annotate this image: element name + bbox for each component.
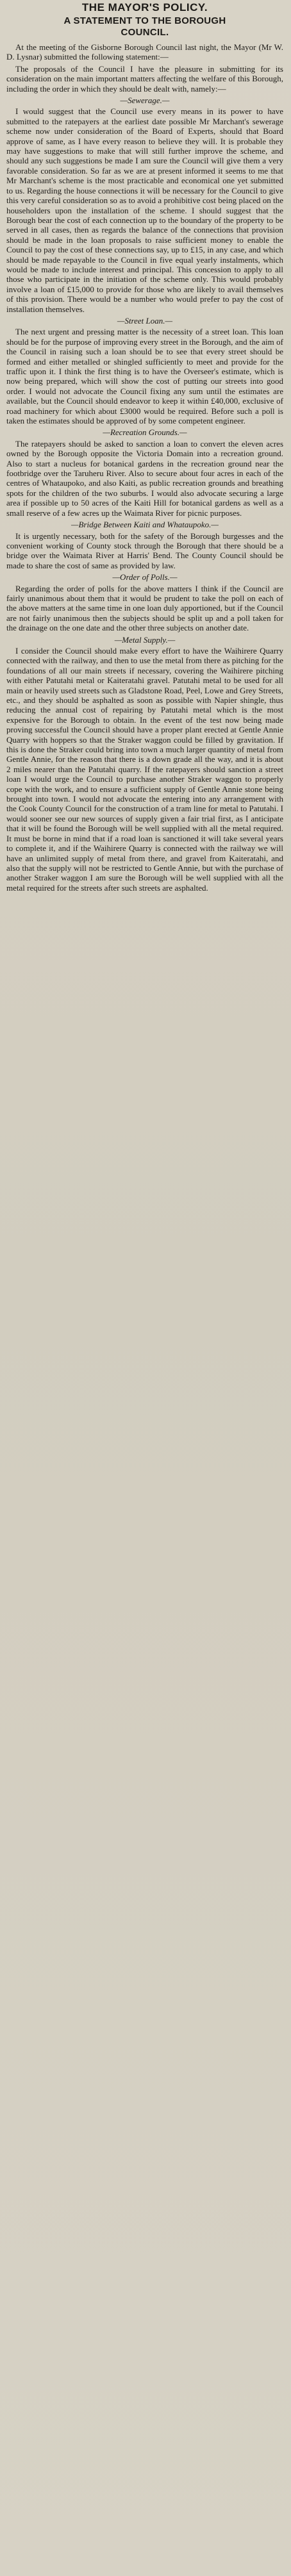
metal-supply-paragraph: I consider the Council should make every effort to have the Waihirere Quarry connected with the railway, and then to use the metal from there as pitching for the foundations of all our main streets if necessary, covering the Waihirere pitching with either Patutahi metal or Kaiteratahi gravel. Patutahi metal to be used for all main or heavily used streets such as Gladstone Road, Peel, Lowe and Grey Streets, etc., and they should be asphalted as soon as possible with Napier shingle, thus reducing the annual cost of repairing by Patutahi metal which is the most expensive for the Borough to obtain. In the event of the test now being made proving successful the Council should have a proper plant erected at Gentle Annie Quarry with hoppers so that the Straker waggon could be filled by gravitation. If this is done the Straker could bring into town a much larger quantity of metal from Gentle Annie, for the reason that there is a down grade all the way, and it is about 2 miles nearer than the Patutahi quarry. If the ratepayers should sanction a street loan I would urge the Council to purchase another Straker waggon to properly cope with the work, and to ensure a sufficient supply of Gentle Annie stone being brought into town. I would not advocate the entering into any arrangement with the Cook County Council for the construction of a tram line for metal to Patutahi. I would sooner see our new sources of supply given a fair trial first, as I anticipate that it will be found the Borough will be well supplied with all the metal required. It must be borne in mind that if a road loan is sanctioned it will take several years to complete it, and if the Waihirere Quarry is connected with the railway we will have an unlimited supply of metal from there, and gravel from Kaiteratahi, and also that the supply will not be restricted to Gentle Annie, but with the purchase of another Straker waggon I am sure the Borough will be well supplied with all the metal required for the streets after such streets are asphalted. bbox=[6, 645, 283, 893]
order-of-polls-paragraph: Regarding the order of polls for the above matters I think if the Council are fairly unanimous about them that it would be prudent to take the poll on each of the above matters at the same time in one loan duly apportioned, but if the Council are not fairly unanimous then the subjects should be split up and a poll taken for the drainage on the one date and the other three subjects on another date. bbox=[6, 583, 283, 633]
section-heading-recreation-grounds: —Recreation Grounds.— bbox=[103, 427, 187, 438]
subtitle-line: A STATEMENT TO THE BOROUGH bbox=[63, 15, 226, 26]
section-heading-bridge: —Bridge Between Kaiti and Whataupoko.— bbox=[71, 520, 219, 530]
section-heading-metal-supply: —Metal Supply.— bbox=[114, 634, 176, 645]
section-heading-order-of-polls: —Order of Polls.— bbox=[112, 572, 178, 582]
intro-paragraph: At the meeting of the Gisborne Borough Council last night, the Mayor (Mr W. D. Lysnar) submitted the following statement:— bbox=[6, 42, 283, 62]
intro-paragraph: The proposals of the Council I have the pleasure in submitting for its consideration on the main important matters affecting the welfare of this Borough, including the order in which they should be dealt with, namely:— bbox=[6, 63, 283, 94]
section-heading-sewerage: —Sewerage.— bbox=[120, 95, 170, 106]
section-heading-street-loan: —Street Loan.— bbox=[117, 315, 173, 326]
street-loan-paragraph: The next urgent and pressing matter is the necessity of a street loan. This loan should be for the purpose of improving every street in the Borough, and the aim of the Council in raising such a loan should be to see that every street should be formed and either metalled or shingled sufficiently to meet and provide for the traffic upon it. I think the first thing is to have the Overseer's estimate, which is now being prepared, which will show the cost of putting our streets into good order. I would not advocate the Council fixing any sum until the estimates are available, but the Council should endeavor to keep it within £40,000, exclusive of road machinery for which about £3000 would be required. Before such a poll is taken the estimates should be approved of by some competent engineer. bbox=[6, 327, 283, 426]
subtitle-line: COUNCIL. bbox=[121, 27, 169, 38]
article-subtitle bbox=[6, 15, 283, 38]
recreation-grounds-paragraph: The ratepayers should be asked to sanction a loan to convert the eleven acres owned by the Borough opposite the Victoria Domain into a recreation ground. Also to start a nucleus for botanical gardens in the recreation ground near the footbridge over the Taruheru River. Also to secure about four acres in each of the centres of Whataupoko, and also Kaiti, as public recreation grounds and breathing spots for the children of the two suburbs. I would also advocate securing a large area if possible up to 50 acres of the Kaiti Hill for botanical gardens as well as a small reserve of a few acres up the Waimata River for picnic purposes. bbox=[6, 438, 283, 518]
sewerage-paragraph: I would suggest that the Council use every means in its power to have submitted to the ratepayers at the earliest date possible Mr Marchant's sewerage scheme now under consideration of the Board of Experts, should that Board approve of same, as I have every reason to believe they will. It is probable they may have suggestions to make that will still further improve the scheme, and should any such suggestions be made I am sure the Council will give them a very favorable consideration. So far as we are at present informed it seems to me that Mr Marchant's scheme is the most practicable and economical one yet submitted to us. Regarding the house connections it will be necessary for the Council to give this very careful consideration so as to avoid a prohibitive cost being placed on the householders upon the installation of the scheme. I should suggest that the Borough bear the cost of each connection up to the boundary of the property to be served in all cases, then as regards the balance of the connections that provision should be made in the loan proposals to raise sufficient money to enable the Council to pay the cost of these connections say, up to £15, in any case, and which should be made repayable to the Council in five equal yearly instalments, which would be made to include interest and principal. This concession to apply to all those who participate in the initiation of the scheme only. This would probably involve a loan of £15,000 to provide for those who are likely to avail themselves of this provision. There would be a number who would prefer to pay the cost of installation themselves. bbox=[6, 106, 283, 314]
article-title: THE MAYOR'S POLICY. bbox=[81, 1, 208, 13]
bridge-paragraph: It is urgently necessary, both for the safety of the Borough burgesses and the convenient working of County stock through the Borough that there should be a bridge over the Waimata River at Harris' Bend. The County Council should be made to share the cost of same as provided by law. bbox=[6, 531, 283, 570]
